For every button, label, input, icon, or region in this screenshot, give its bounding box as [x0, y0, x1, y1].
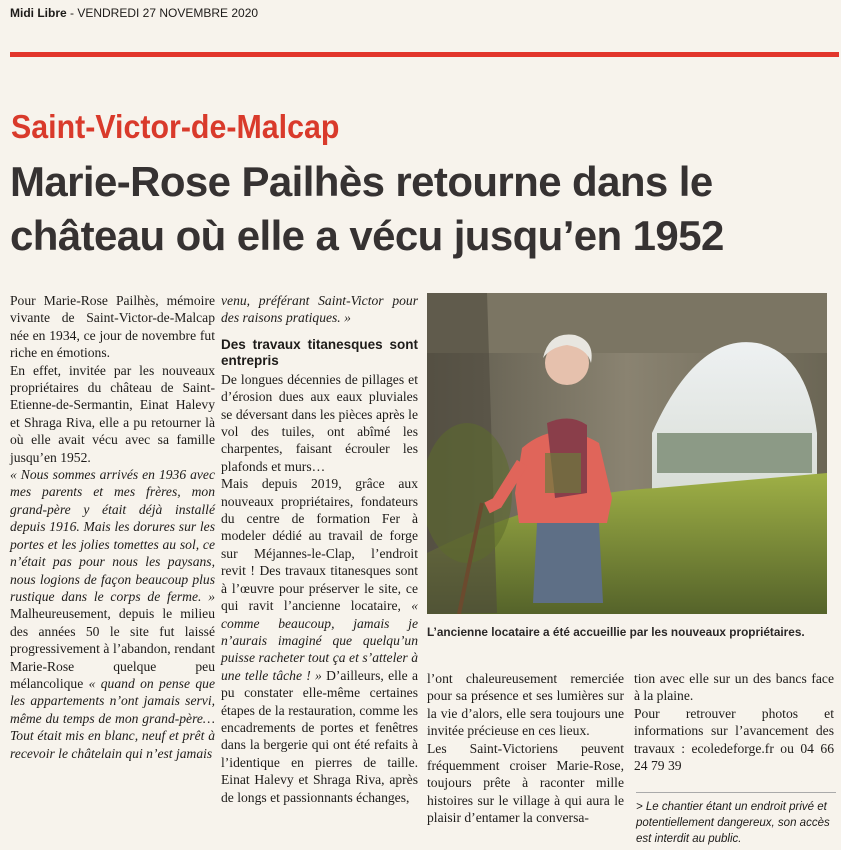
article-column-2 [221, 292, 418, 806]
paragraph: Pour retrouver photos et informations sur l’avancement des travaux : ecoledeforge.fr ou 04 66 24 79 39 [634, 705, 834, 774]
quote: venu, préférant Saint-Victor pour des raisons pratiques. » [221, 293, 418, 326]
article-photo [427, 293, 827, 614]
masthead [10, 6, 258, 20]
paragraph [221, 292, 418, 327]
access-note: > Le chantier étant un endroit privé et potentiellement dangereux, son accès est interdit au public. [636, 792, 836, 847]
paragraph: De longues décennies de pillages et d’érosion dues aux eaux pluviales se déversant dans les pièces après le vol des tuiles, ont abîmé les charpentes, faisant écrouler les plafonds et murs… [221, 371, 418, 474]
photo-illustration [427, 293, 827, 614]
subheading: Des travaux titanesques sont entrepris [221, 336, 418, 368]
quote: « quand on pense que les appartements n’ont jamais servi, même du temps de mon grand-père… Tout était mis en blanc, neuf et prêt à recevoir le châtelain qui n’est jamais [10, 675, 215, 761]
quote: « comme beaucoup, jamais je n’aurais imaginé que quelqu’un puisse racheter tout ça et s’atteler à une telle tâche ! » [221, 598, 418, 683]
article-column-4 [634, 670, 834, 774]
newspaper-name: Midi Libre [10, 6, 67, 20]
paragraph [10, 466, 215, 762]
paragraph: Pour Marie-Rose Pailhès, mémoire vivante de Saint-Victor-de-Malcap née en 1934, ce jour de novembre fut riche en émotions. [10, 293, 215, 361]
paragraph: tion avec elle sur un des bancs face à la plaine. [634, 671, 834, 704]
text-run: D’ailleurs, elle a pu constater elle-même certaines étapes de la restauration, comme les encadrements de portes et fenêtres dans la bergerie qui ont été refaits à l’identique en pierres de taille. Einat Halevy et Shraga Riva, après de longs et passionnants échanges, [221, 667, 418, 805]
red-divider [10, 52, 839, 57]
photo-caption: L’ancienne locataire a été accueillie par les nouveaux propriétaires. [427, 625, 805, 639]
article-column-3 [427, 670, 624, 827]
quote: « Nous sommes arrivés en 1936 avec mes parents et mes frères, mon grand-père y était déjà installé depuis 1916. Mais les dorures sur les portes et les jolies tomettes au sol, ce n’était pas pour nous les paysans, nous logions de façon beaucoup plus rustique dans le corps de ferme. » [10, 467, 215, 604]
paragraph: Les Saint-Victoriens peuvent fréquemment croiser Marie-Rose, toujours prête à raconter mille histoires sur le village à qui aura le plaisir d’entamer la conversa- [427, 740, 624, 826]
issue-date: - VENDREDI 27 NOVEMBRE 2020 [66, 6, 259, 20]
paragraph: En effet, invitée par les nouveaux propriétaires du château de Saint-Etienne-de-Sermantin, Einat Halevy et Shraga Riva, elle a pu retourner là où elle avait vécu avec sa famille jusqu’en 1952. [10, 362, 215, 465]
text-run: Mais depuis 2019, grâce aux nouveaux propriétaires, fondateurs du centre de formation Fer à modeler dédié au travail de forge sur Méjannes-le-Clap, l’endroit revit ! Des travaux titanesques sont à l’œuvre pour préserver le site, ce qui ravit l’ancienne locataire, [221, 476, 418, 614]
paragraph: l’ont chaleureusement remerciée pour sa présence et ses lumières sur la vie d’alors, elle sera toujours une invitée précieuse en ces lieux. [427, 671, 624, 739]
location-kicker: Saint-Victor-de-Malcap [11, 108, 340, 145]
paragraph [221, 475, 418, 806]
article-column-1 [10, 292, 215, 762]
article-headline: Marie-Rose Pailhès retourne dans le château où elle a vécu jusqu’en 1952 [10, 158, 724, 259]
text-run: Malheureusement, depuis le milieu des années 50 le site fut laissé progressivement à l’abandon, rendant Marie-Rose quelque peu mélancolique [10, 606, 215, 691]
